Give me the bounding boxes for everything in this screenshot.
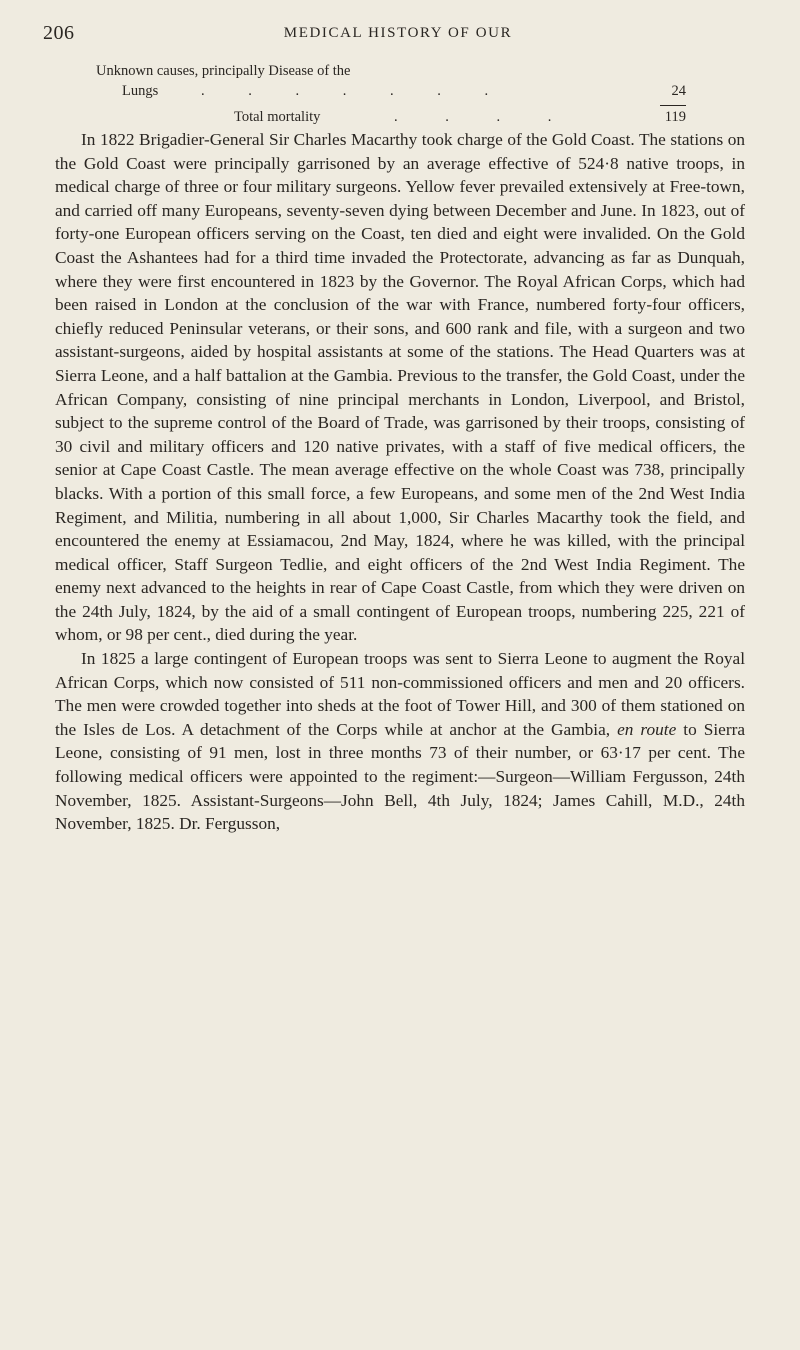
page-number: 206 — [43, 22, 75, 44]
paragraph — [55, 647, 745, 836]
body-text — [55, 128, 745, 836]
running-title: MEDICAL HISTORY OF OUR — [283, 25, 513, 41]
table-row — [96, 62, 686, 82]
total-row — [96, 108, 686, 128]
paragraph-text: In 1825 a large contingent of European troops was sent to Sierra Leone to augment the Royal African Corps, which now consisted of 511 non-commissioned officers and men and 20 officers. The men were crowded together into sheds at the foot of Tower Hill, and 300 of them stationed on the Isles de Los. A detachment of the Corps while at anchor at the Gambia, — [55, 649, 745, 739]
total-label: Total mortality — [234, 109, 321, 125]
italic-phrase: en route — [617, 719, 677, 739]
total-value: 119 — [664, 109, 686, 125]
row-label-continued: Lungs — [122, 83, 159, 99]
row-label: Unknown causes, principally Disease of the — [96, 63, 351, 79]
table-row — [96, 82, 686, 102]
sum-rule — [660, 105, 686, 106]
paragraph: In 1822 Brigadier-General Sir Charles Macarthy took charge of the Gold Coast. The stations on the Gold Coast were principally garrisoned by an average effective of 524·8 native troops, in medical charge of three or four military surgeons. Yellow fever prevailed extensively at Free-town, and carried off many Europeans, seventy-seven dying between December and June. In 1823, out of forty-one European officers serving on the Coast, ten died and eight were invalided. On the Gold Coast the Ashantees had for a third time invaded the Protectorate, advancing as far as Dunquah, where they were first encountered in 1823 by the Governor. The Royal African Corps, which had been raised in London at the conclusion of the war with France, numbered forty-four officers, chiefly reduced Peninsular veterans, or their sons, and 600 rank and file, with a surgeon and two assistant-surgeons, aided by hospital assistants at some of the stations. The Head Quarters was at Sierra Leone, and a half battalion at the Gambia. Previous to the transfer, the Gold Coast, under the African Company, consisting of nine principal merchants in London, Liverpool, and Bristol, subject to the supreme control of the Board of Trade, was garrisoned by their troops, consisting of 30 civil and military officers and 120 native privates, with a staff of five medical officers, the senior at Cape Coast Castle. The mean average effective on the whole Coast was 738, principally blacks. With a portion of this small force, a few Europeans, and some men of the 2nd West India Regiment, and Militia, numbering in all about 1,000, Sir Charles Macarthy took the field, and encountered the enemy at Essiamacou, 2nd May, 1824, where he was killed, with the principal medical officer, Staff Surgeon Tedlie, and eight officers of the 2nd West India Regiment. The enemy next advanced to the heights in rear of Cape Coast Castle, from which they were driven on the 24th July, 1824, by the aid of a small contingent of European troops, numbering 225, 221 of whom, or 98 per cent., died during the year. — [55, 130, 745, 645]
mortality-table — [96, 62, 686, 128]
leader-dots: . . . . — [394, 109, 574, 125]
paragraph-text: to Sierra Leone, consisting of 91 men, lost in three months 73 of their number, or 63·17 per cent. The following medical officers were appointed to the regiment:—Surgeon—William Fergusson, 24th November, 1825. Assistant-Surgeons—John Bell, 4th July, 1824; James Cahill, M.D., 24th November, 1825. Dr. Fergusson, — [55, 719, 746, 834]
leader-dots: . . . . . . . — [201, 83, 509, 99]
row-value: 24 — [671, 83, 686, 99]
page-header — [43, 22, 743, 52]
